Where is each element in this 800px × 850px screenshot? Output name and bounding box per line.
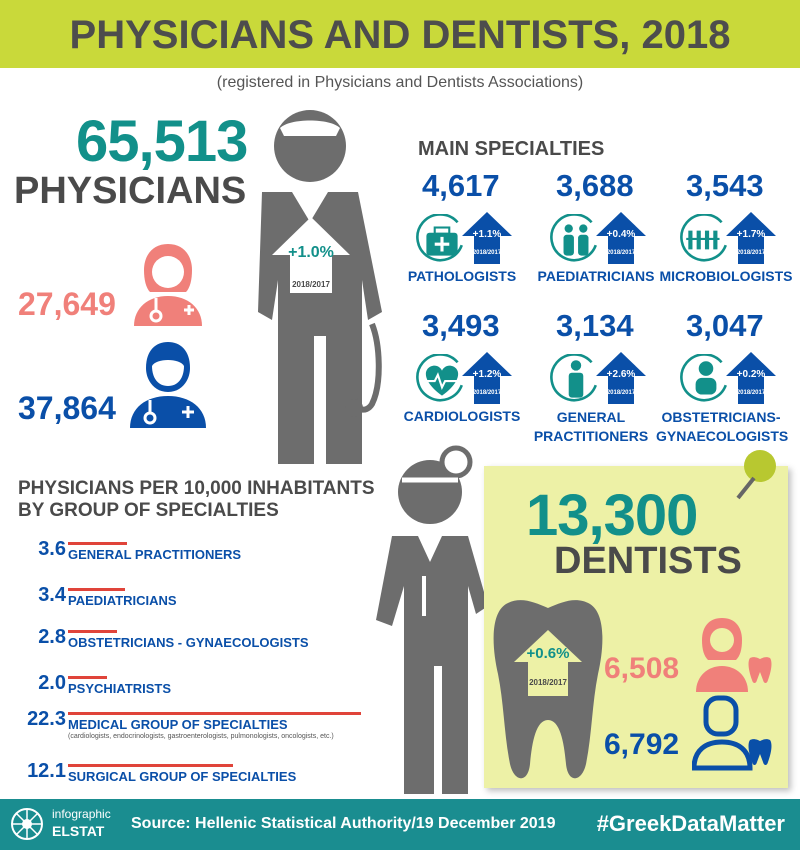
male-dentist-icon [692,692,772,772]
bar-line [68,630,117,633]
specialty-label: CARDIOLOGISTS [403,408,521,424]
specialty-change: +1.2% [472,369,502,380]
bar-value: 3.4 [38,584,66,606]
specialty-period: 2018/2017 [606,390,636,396]
physicians-male: 37,864 [18,390,116,426]
bar-label: OBSTETRICIANS - GYNAECOLOGISTS [68,635,309,650]
specialty-value: 3,493 [422,308,500,343]
specialty-period: 2018/2017 [606,250,636,256]
specialty-label: PAEDIATRICIANS [537,268,655,284]
specialty-period: 2018/2017 [472,250,502,256]
physicians-female: 27,649 [18,286,116,322]
specialty-label: GENERAL PRACTITIONERS [533,409,649,444]
dentists-label: DENTISTS [554,540,742,582]
page-title: PHYSICIANS AND DENTISTS, 2018 [69,13,731,57]
bar-label: PAEDIATRICIANS [68,593,177,608]
footer-bar [0,799,800,850]
bar-label: MEDICAL GROUP OF SPECIALTIES [68,717,288,732]
person-icon [550,354,602,406]
heartbeat-icon [416,354,468,406]
medical-kit-icon [416,214,468,266]
dentists-male: 6,792 [604,728,680,761]
per-inhabitants-title [18,478,375,522]
specialty-label: PATHOLOGISTS [407,268,517,284]
per-inhabitants-title-line1: PHYSICIANS PER 10,000 INHABITANTS [18,478,375,499]
logo-text-bottom: ELSTAT [52,823,105,839]
bar-value: 2.8 [38,626,66,648]
logo-text-top: infographic [52,807,111,821]
specialty-change: +2.6% [606,369,636,380]
children-icon [550,214,602,266]
dentists-female: 6,508 [604,652,680,685]
bar-label: PSYCHIATRISTS [68,681,172,696]
elstat-logo-icon [10,807,44,841]
per-inhabitants-title-line2: BY GROUP OF SPECIALTIES [18,500,279,521]
physicians-change: +1.0% [288,244,334,261]
bar-label: GENERAL PRACTITIONERS [68,547,242,562]
bar-line [68,542,127,545]
female-doctor-icon [128,240,208,328]
bar-line [68,712,361,715]
hashtag: #GreekDataMatter [596,811,785,836]
bar-line [68,764,233,767]
specialty-period: 2018/2017 [736,390,766,396]
dentist-figure-icon [368,440,498,796]
bar-value: 12.1 [27,760,66,782]
bar-line [68,676,107,679]
physicians-total: 65,513 [76,109,248,174]
bar-value: 2.0 [38,672,66,694]
specialty-label: MICROBIOLOGISTS [659,268,793,284]
bar-note: (cardiologists, endocrinologists, gastroenterologists, pulmonologists, oncologists, etc.) [68,733,334,740]
bar-label: SURGICAL GROUP OF SPECIALTIES [68,769,297,784]
specialty-value: 3,543 [686,168,764,203]
physicians-period: 2018/2017 [292,280,330,289]
bar-value: 3.6 [38,538,66,560]
specialty-change: +0.2% [736,369,766,380]
specialty-change: +1.7% [736,229,766,240]
dentists-change: +0.6% [526,645,570,662]
specialty-period: 2018/2017 [736,250,766,256]
specialty-value: 3,047 [686,308,764,343]
physicians-label: PHYSICIANS [14,170,247,212]
baby-icon [680,354,732,406]
dentists-period: 2018/2017 [529,678,567,687]
bar-line [68,588,125,591]
bar-value: 22.3 [27,708,66,730]
dentists-total: 13,300 [526,483,698,548]
specialty-value: 4,617 [422,168,500,203]
female-dentist-icon [692,614,772,694]
source-note: Source: Hellenic Statistical Authority/19 December 2019 [131,815,556,832]
specialty-label: OBSTETRICIANS-GYNAECOLOGISTS [656,409,789,444]
page-subtitle: (registered in Physicians and Dentists Associations) [216,74,584,91]
test-tubes-icon [680,214,732,266]
specialty-change: +1.1% [472,229,502,240]
dentists-change-arrow-icon [512,628,584,698]
male-doctor-icon [126,338,210,430]
specialty-period: 2018/2017 [472,390,502,396]
header-banner [0,0,800,68]
specialty-value: 3,688 [556,168,634,203]
specialty-value: 3,134 [556,308,634,343]
specialty-change: +0.4% [606,229,636,240]
main-specialties-title: MAIN SPECIALTIES [418,138,605,160]
pin-icon [728,446,788,506]
